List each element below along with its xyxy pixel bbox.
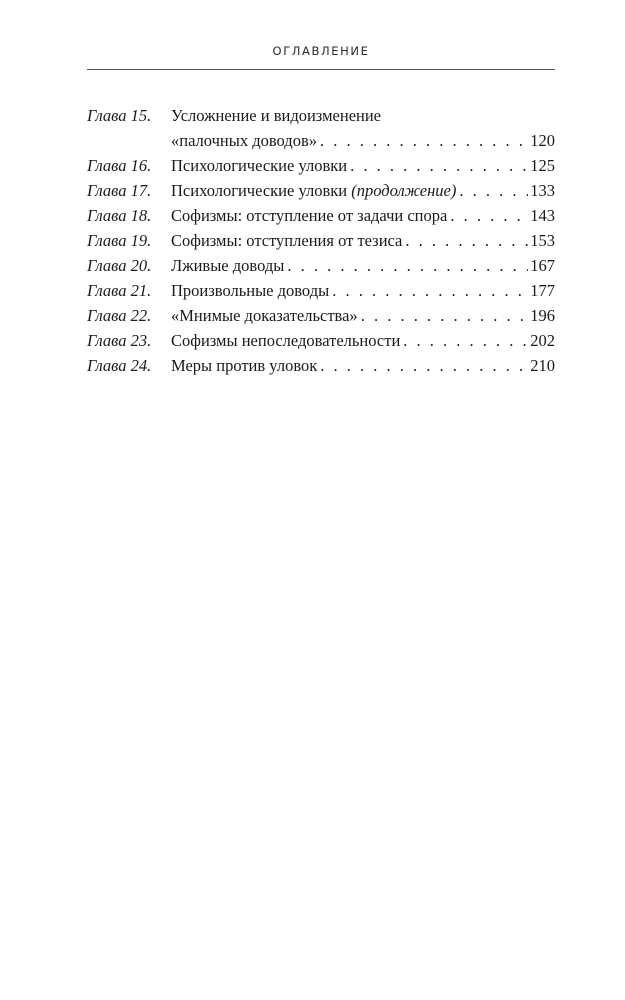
toc-entry-18[interactable] [87,203,555,228]
entry-body [171,178,555,203]
chapter-title [171,178,456,203]
entry-last-line [171,228,555,253]
chapter-title-text: Меры против уловок [171,356,318,375]
chapter-label: Глава 16. [87,156,152,175]
chapter-title [171,328,400,353]
entry-body [171,253,555,278]
header-rule [87,69,555,70]
chapter-label: Глава 22. [87,306,152,325]
chapter-title [171,203,447,228]
chapter-title-text: Софизмы: отступления от тезиса [171,231,403,250]
entry-body [171,103,555,153]
toc-entry-16[interactable] [87,153,555,178]
chapter-title [171,253,284,278]
chapter-title-suffix: (продолжение) [351,181,457,200]
dot-leader [317,128,528,153]
chapter-title-text: Софизмы непоследовательности [171,331,401,350]
chapter-title-text: Софизмы: отступление от задачи спора [171,206,448,225]
chapter-label: Глава 21. [87,281,152,300]
entry-last-line [171,278,555,303]
chapter-label: Глава 17. [87,181,152,200]
entry-body [171,228,555,253]
dot-leader [447,203,528,228]
chapter-label: Глава 18. [87,206,152,225]
toc-entry-24[interactable] [87,353,555,378]
chapter-label: Глава 20. [87,256,152,275]
entry-body [171,278,555,303]
toc-entry-22[interactable] [87,303,555,328]
toc-entry-20[interactable] [87,253,555,278]
chapter-label: Глава 23. [87,331,152,350]
page-number: 202 [530,331,555,350]
entry-last-line [171,203,555,228]
chapter-title-text: Психологические уловки [171,181,352,200]
chapter-title [171,278,329,303]
toc-entry-15[interactable] [87,103,555,153]
chapter-label: Глава 19. [87,231,152,250]
chapter-title-text: Психологические уловки [171,156,348,175]
entry-last-line [171,303,555,328]
dot-leader [400,328,528,353]
entry-body [171,328,555,353]
toc-entry-19[interactable] [87,228,555,253]
toc-entry-21[interactable] [87,278,555,303]
page-number: 177 [530,281,555,300]
document-page [87,0,555,1000]
dot-leader [284,253,528,278]
chapter-title [171,153,347,178]
chapter-title-line: Усложнение и видоизменение [171,106,381,125]
dot-leader [329,278,528,303]
entry-last-line [171,178,555,203]
table-of-contents [87,103,555,378]
page-number: 133 [530,181,555,200]
dot-leader [347,153,528,178]
toc-entry-23[interactable] [87,328,555,353]
entry-body [171,203,555,228]
chapter-title-text: Произвольные доводы [171,281,330,300]
page-number: 125 [530,156,555,175]
chapter-label: Глава 15. [87,106,152,125]
entry-body [171,353,555,378]
page-number: 210 [530,356,555,375]
page-number: 167 [530,256,555,275]
dot-leader [402,228,528,253]
chapter-title-text: «палочных доводов» [171,131,317,150]
toc-entry-17[interactable] [87,178,555,203]
running-title: ОГЛАВЛЕНИЕ [272,44,370,58]
entry-last-line [171,153,555,178]
entry-last-line [171,128,555,153]
page-number: 153 [530,231,555,250]
dot-leader [358,303,529,328]
chapter-title [171,228,402,253]
page-number: 120 [530,131,555,150]
chapter-title [171,128,317,153]
chapter-title-text: «Мнимые доказательства» [171,306,358,325]
chapter-title [171,303,358,328]
entry-last-line [171,253,555,278]
page-number: 196 [530,306,555,325]
entry-body [171,153,555,178]
entry-body [171,303,555,328]
chapter-label: Глава 24. [87,356,152,375]
chapter-title-text: Лживые доводы [171,256,285,275]
page-number: 143 [530,206,555,225]
dot-leader [456,178,528,203]
dot-leader [317,353,528,378]
entry-last-line [171,353,555,378]
chapter-title [171,353,317,378]
entry-last-line [171,328,555,353]
